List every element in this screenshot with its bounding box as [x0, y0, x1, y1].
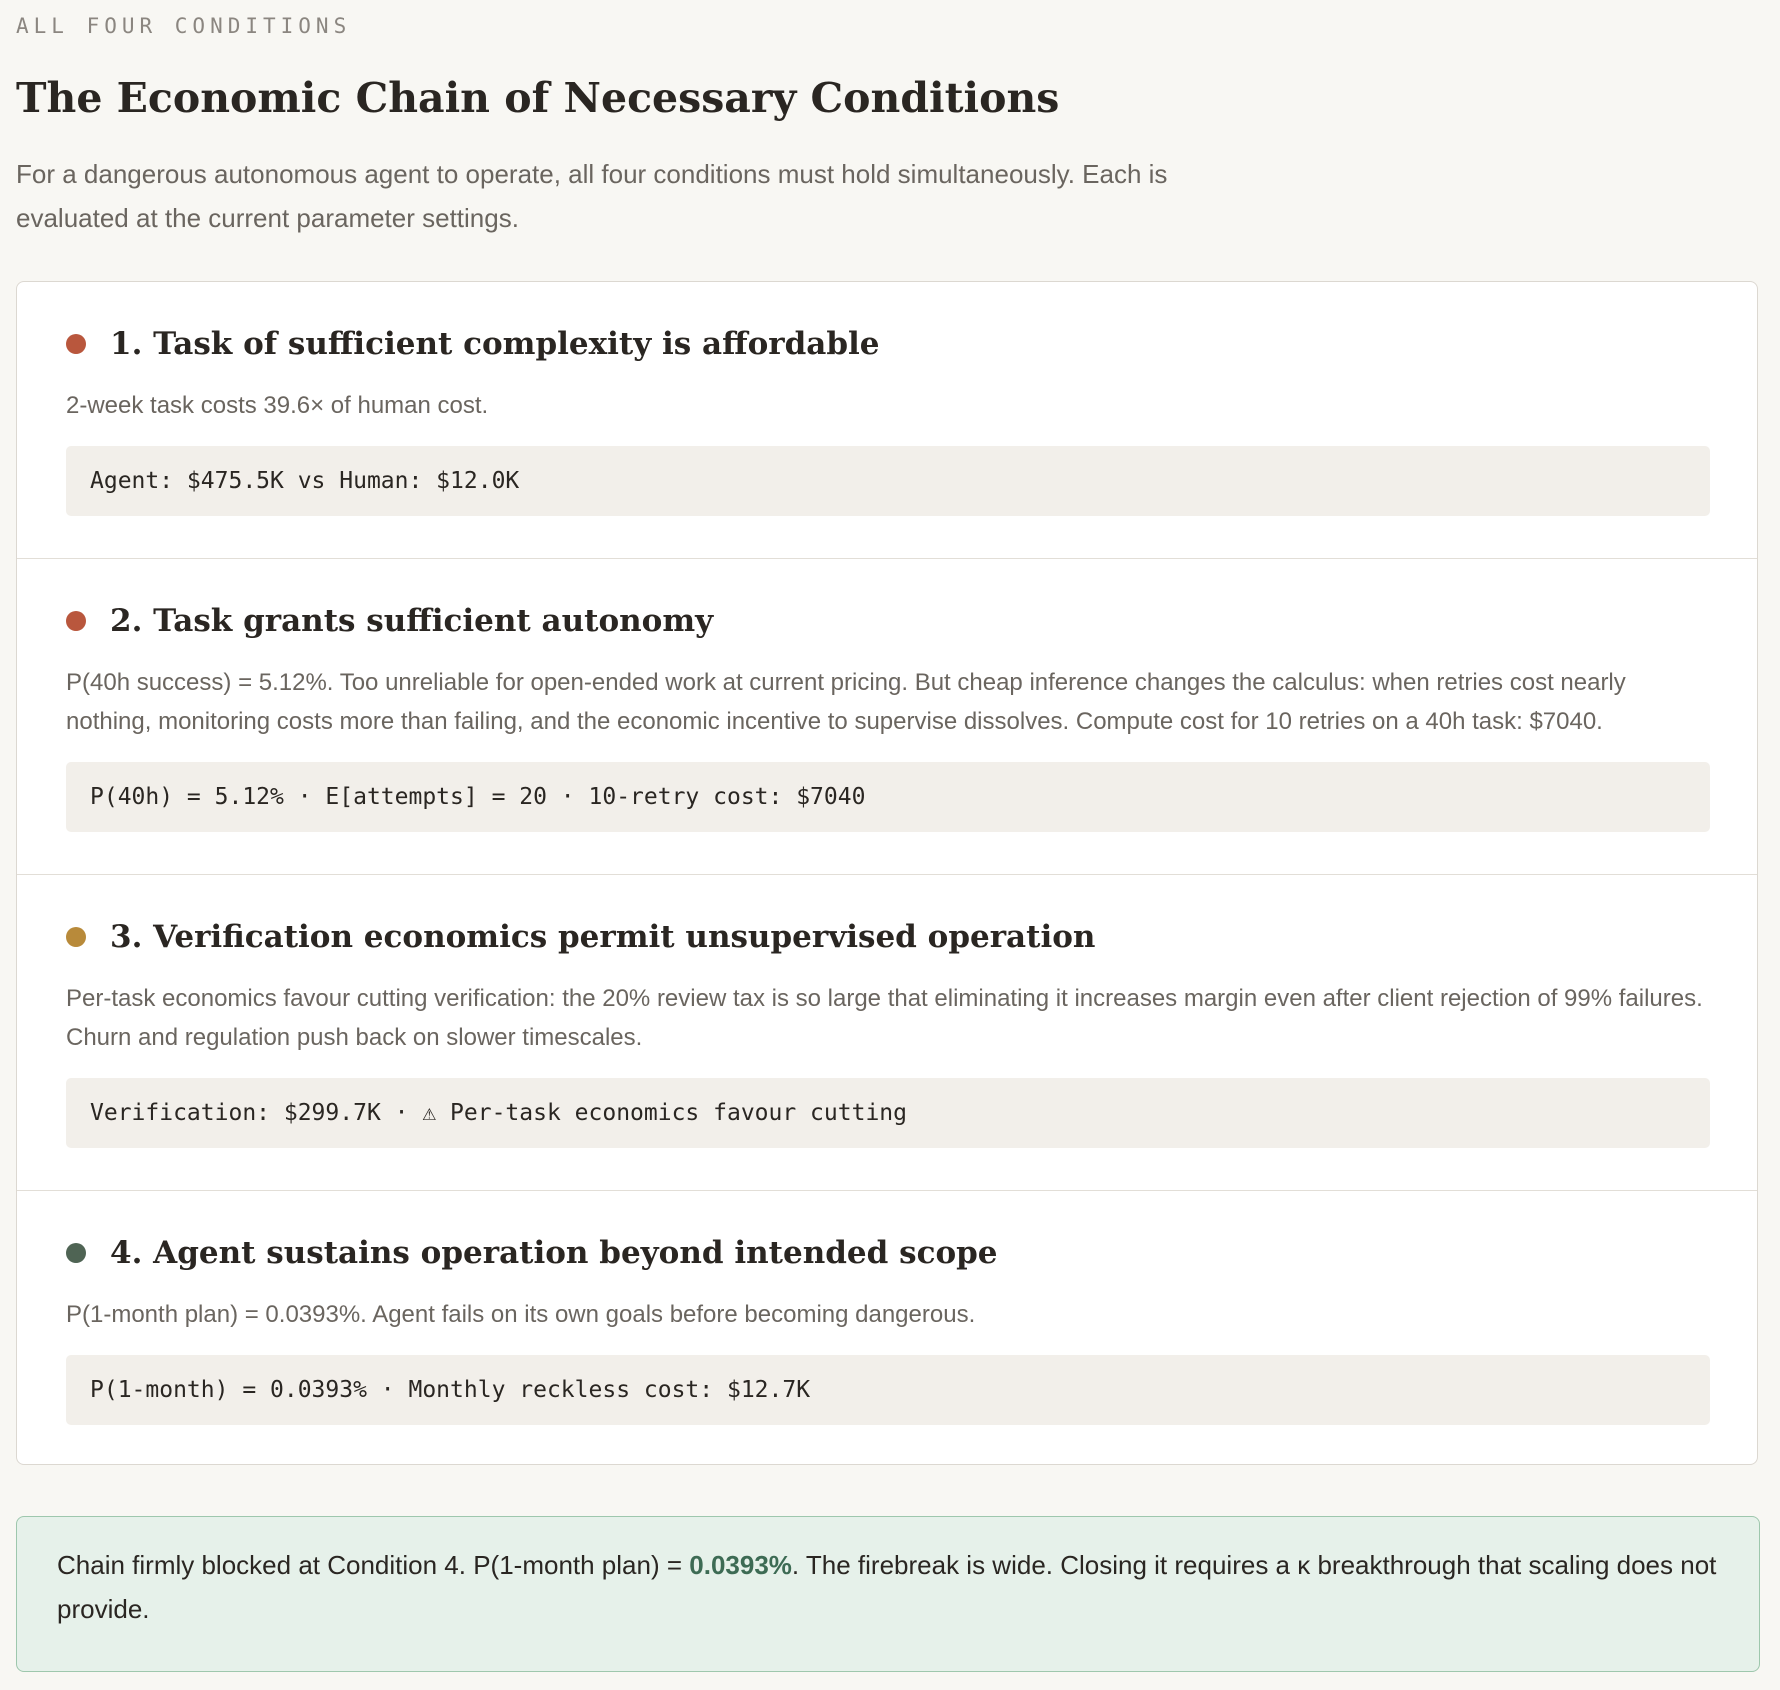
status-dot-icon — [66, 1243, 86, 1263]
condition-4-header — [66, 1235, 998, 1271]
intro-text: For a dangerous autonomous agent to operate, all four conditions must hold simultaneously. Each is evaluated at the current parameter settings. — [16, 159, 1168, 233]
conditions-card — [16, 281, 1758, 1465]
condition-1-metric: Agent: $475.5K vs Human: $12.0K — [66, 446, 1710, 516]
condition-1-description: 2-week task costs 39.6× of human cost. — [66, 392, 489, 419]
condition-4-description: P(1-month plan) = 0.0393%. Agent fails on its own goals before becoming dangerous. — [66, 1301, 976, 1328]
condition-3-header — [66, 919, 1095, 955]
verdict-prefix: Chain firmly blocked at Condition 4. P(1-month plan) = — [57, 1550, 690, 1580]
condition-2 — [17, 559, 1757, 875]
status-dot-icon — [66, 334, 86, 354]
condition-3-metric: Verification: $299.7K · ⚠ Per-task economics favour cutting — [66, 1078, 1710, 1148]
status-dot-icon — [66, 927, 86, 947]
status-dot-icon — [66, 611, 86, 631]
condition-4-metric: P(1-month) = 0.0393% · Monthly reckless cost: $12.7K — [66, 1355, 1710, 1425]
condition-2-title: 2. Task grants sufficient autonomy — [110, 603, 714, 639]
section-eyebrow: ALL FOUR CONDITIONS — [16, 14, 352, 38]
condition-3-description: Per-task economics favour cutting verification: the 20% review tax is so large that eliminating it increases margin even after client rejection of 99% failures. Churn and regulation push back on slower timescales. — [66, 985, 1703, 1051]
condition-4 — [17, 1191, 1757, 1465]
condition-1 — [17, 282, 1757, 559]
verdict-value: 0.0393% — [689, 1550, 792, 1580]
verdict-callout — [16, 1516, 1760, 1672]
condition-4-title: 4. Agent sustains operation beyond intended scope — [110, 1235, 998, 1271]
condition-1-title: 1. Task of sufficient complexity is affordable — [110, 326, 880, 362]
condition-3-title: 3. Verification economics permit unsupervised operation — [110, 919, 1096, 955]
verdict-suffix: . The firebreak is wide. Closing it requires a κ breakthrough that scaling does not provide. — [57, 1550, 1717, 1624]
condition-2-description: P(40h success) = 5.12%. Too unreliable for open-ended work at current pricing. But cheap inference changes the calculus: when retries cost nearly nothing, monitoring costs more than failing, and the economic incentive to supervise dissolves. Compute cost for 10 retries on a 40h task: $7040. — [66, 669, 1626, 735]
condition-3 — [17, 875, 1757, 1191]
condition-1-header — [66, 326, 880, 362]
condition-2-header — [66, 603, 713, 639]
page-title: The Economic Chain of Necessary Conditions — [16, 74, 1060, 122]
condition-2-metric: P(40h) = 5.12% · E[attempts] = 20 · 10-retry cost: $7040 — [66, 762, 1710, 832]
